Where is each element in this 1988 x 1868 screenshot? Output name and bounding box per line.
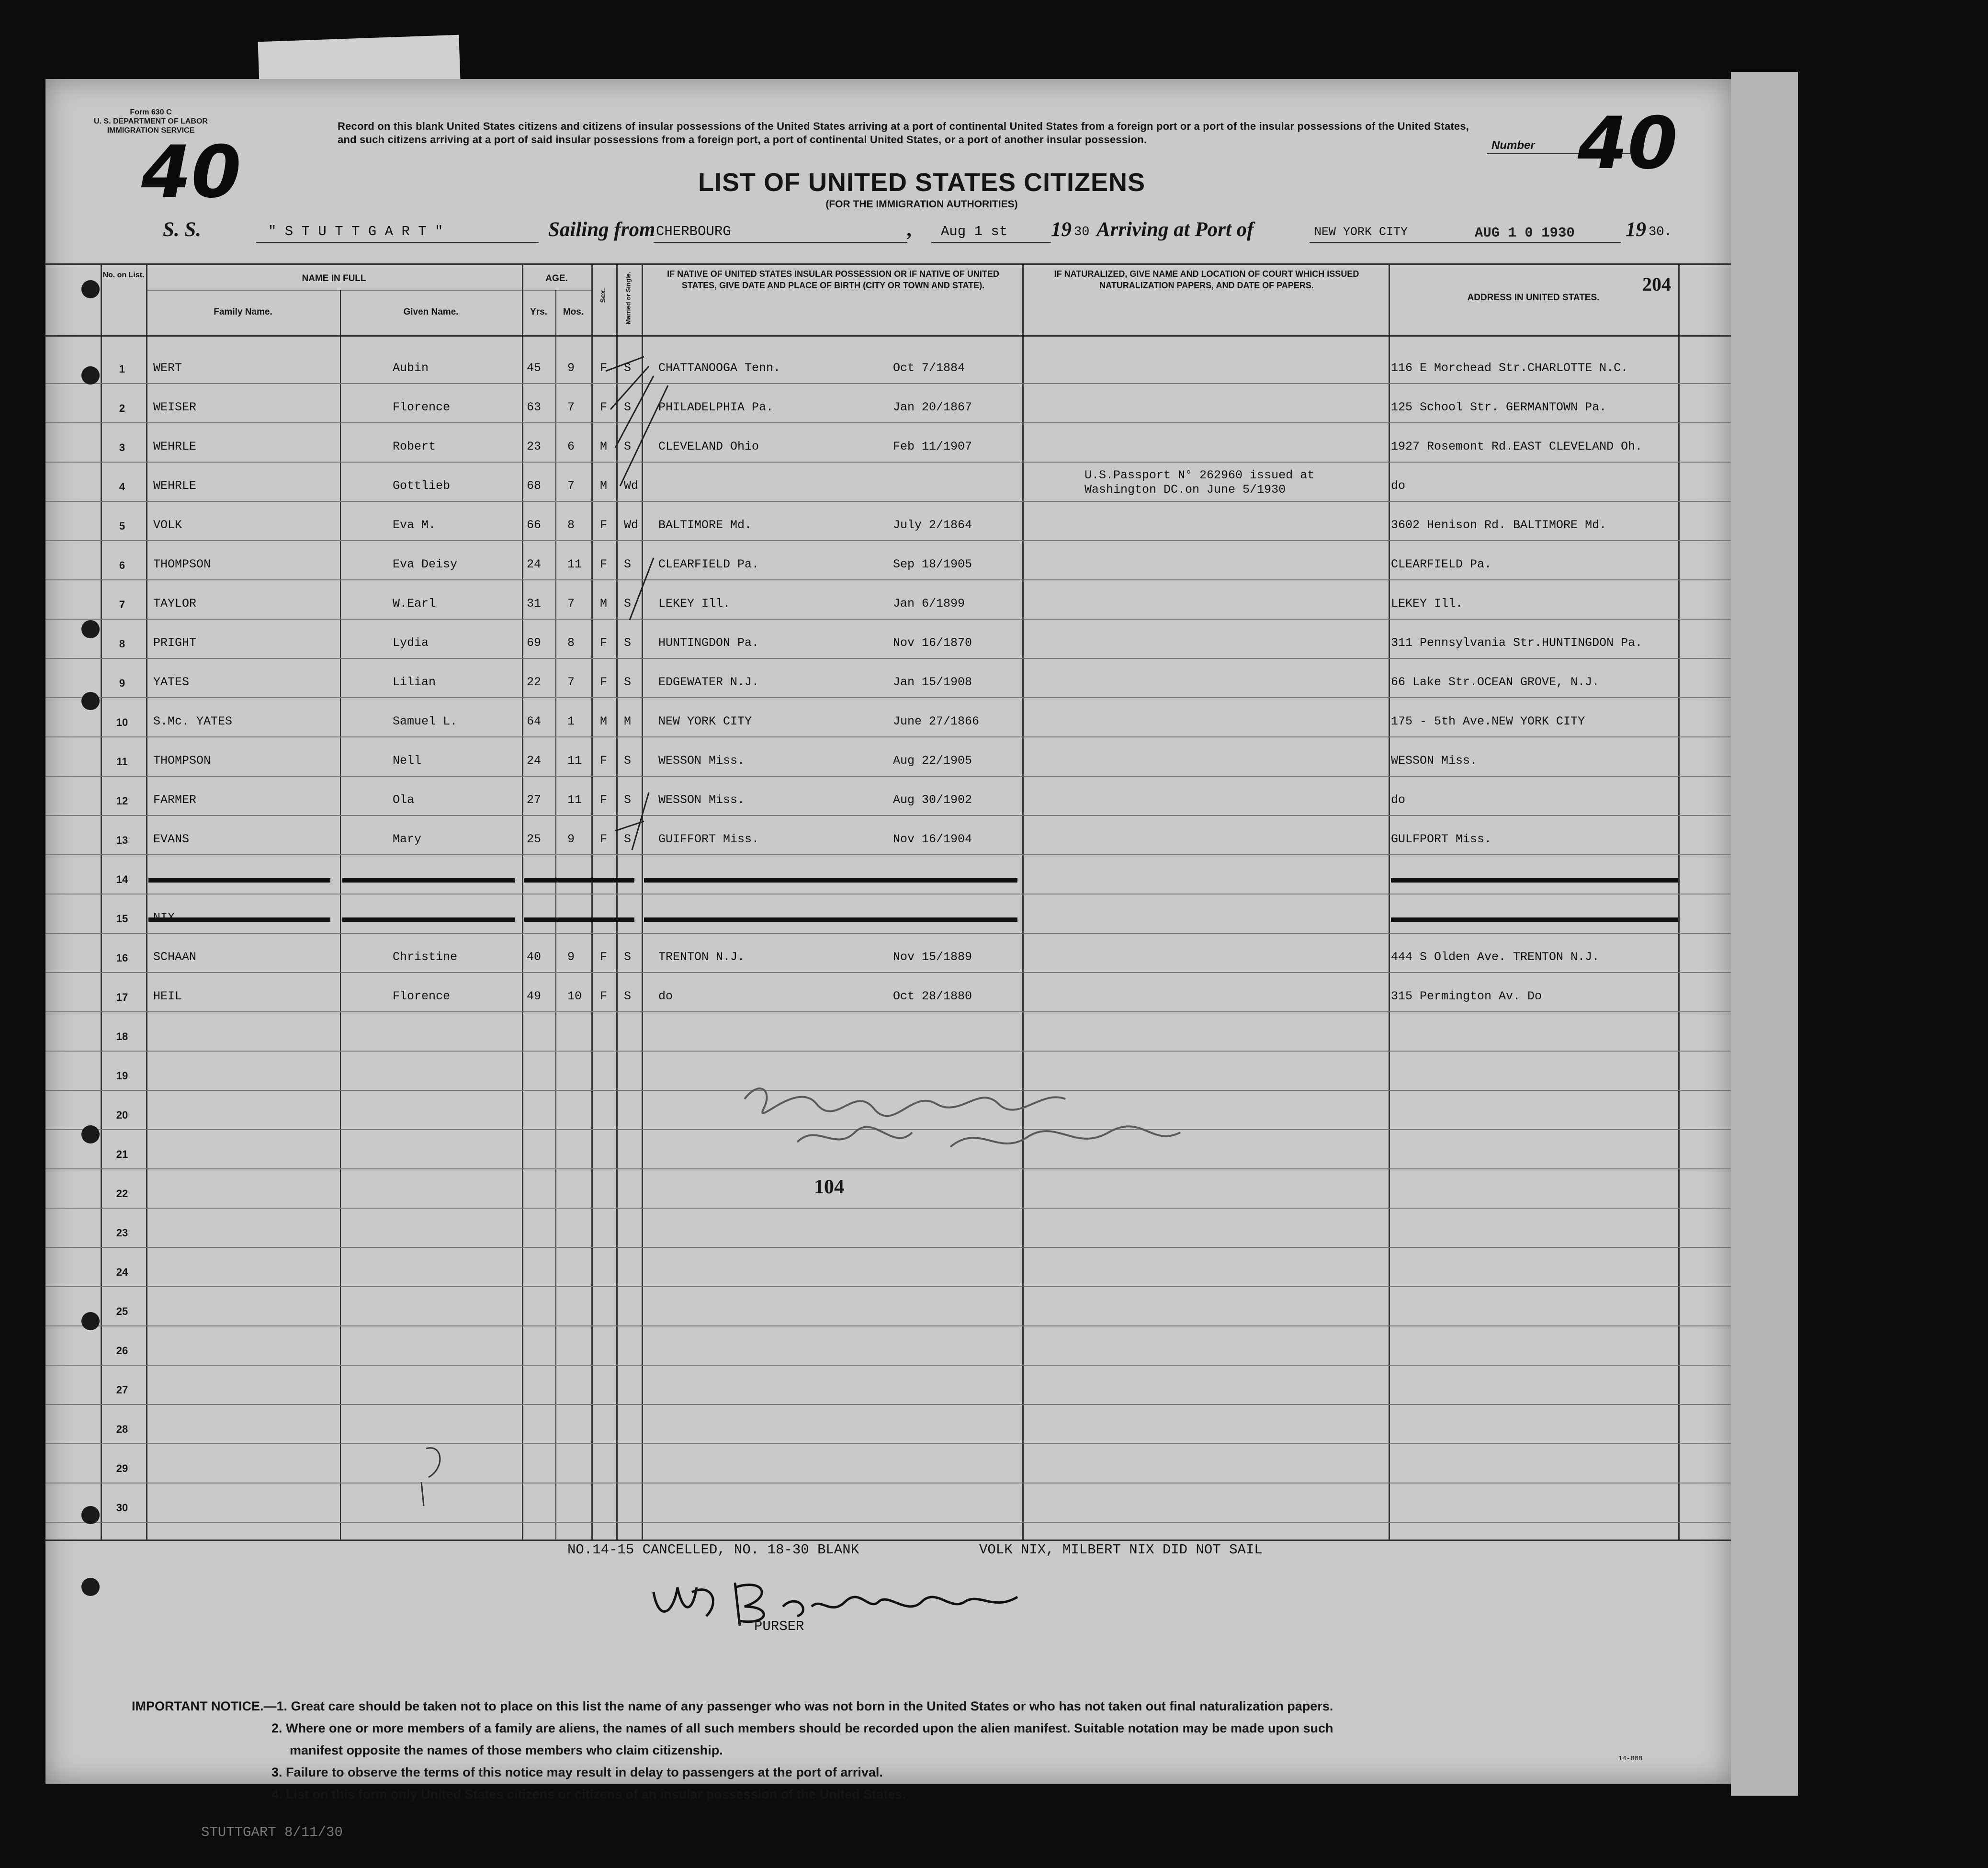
notice-item-1: 1. Great care should be taken not to place on this list the name of any passenger who was not born in the United States or who has not taken out final naturalization papers. — [276, 1699, 1333, 1713]
important-notice — [132, 1695, 1760, 1805]
notice-item-2-cont: manifest opposite the names of those members who claim citizenship. — [290, 1743, 723, 1757]
binder-hole — [81, 620, 100, 638]
row-rule — [45, 579, 1731, 580]
binder-hole — [81, 1578, 100, 1596]
cell-place: WESSON Miss. — [658, 754, 745, 768]
form-title: LIST OF UNITED STATES CITIZENS — [698, 168, 1145, 197]
row-number: 30 — [116, 1502, 128, 1514]
arriving-port: NEW YORK CITY — [1314, 225, 1408, 239]
row-number: 4 — [119, 481, 125, 493]
sailing-year: 30 — [1074, 225, 1090, 239]
row-rule — [45, 815, 1731, 816]
col-header-married: Married or Single. — [624, 272, 632, 325]
cell-given: Mary — [393, 832, 422, 846]
sailing-date: Aug 1 st — [941, 224, 1008, 239]
row-number: 17 — [116, 991, 128, 1003]
cell-address: 116 E Morchead Str.CHARLOTTE N.C. — [1391, 361, 1628, 375]
strike-out-mark — [148, 917, 330, 922]
cancelled-note: NO.14-15 CANCELLED, NO. 18-30 BLANK — [567, 1542, 859, 1558]
cell-date: Aug 30/1902 — [893, 793, 972, 807]
cell-yrs: 45 — [527, 361, 542, 375]
cell-given: Gottlieb — [393, 479, 451, 493]
cell-place: PHILADELPHIA Pa. — [658, 400, 774, 414]
binder-hole — [81, 1312, 100, 1330]
strike-out-mark — [1391, 917, 1678, 922]
row-rule — [45, 736, 1731, 737]
cell-sex: F — [600, 636, 608, 650]
cell-address: 3602 Henison Rd. BALTIMORE Md. — [1391, 518, 1607, 532]
row-number: 23 — [116, 1227, 128, 1239]
notice-item-3: 3. Failure to observe the terms of this notice may result in delay to passengers at the port of arrival. — [271, 1765, 883, 1779]
cell-place: WESSON Miss. — [658, 793, 745, 807]
cell-mos: 7 — [567, 675, 575, 689]
notice-line-1 — [132, 1695, 1760, 1717]
strike-out-mark — [148, 878, 330, 883]
strike-out-mark — [342, 878, 515, 883]
binder-hole — [81, 366, 100, 385]
row-rule — [45, 1365, 1731, 1366]
row-number: 15 — [116, 913, 128, 925]
cell-sex: F — [600, 793, 608, 807]
row-number: 27 — [116, 1384, 128, 1396]
cell-place: NEW YORK CITY — [658, 714, 752, 728]
row-rule — [45, 422, 1731, 423]
cell-date: Jan 6/1899 — [893, 597, 965, 611]
cell-ms: Wd — [624, 518, 639, 532]
row-rule — [45, 1443, 1731, 1444]
cell-family: WEISER — [153, 400, 197, 414]
notice-heading: IMPORTANT NOTICE.— — [132, 1699, 277, 1713]
header-subdivider — [146, 290, 591, 291]
cell-sex: M — [600, 440, 608, 453]
cell-mos: 6 — [567, 440, 575, 453]
cell-address: GULFPORT Miss. — [1391, 832, 1492, 846]
col-rule-9 — [1022, 263, 1024, 1540]
cell-mos: 7 — [567, 479, 575, 493]
row-number: 11 — [116, 756, 128, 768]
cell-given: Samuel L. — [393, 714, 458, 728]
row-number: 14 — [116, 873, 128, 885]
cell-mos: 11 — [567, 793, 582, 807]
manifest-sheet — [45, 79, 1731, 1801]
binder-hole — [81, 1506, 100, 1524]
cell-mos: 8 — [567, 518, 575, 532]
table-bottom-border — [45, 1540, 1731, 1541]
cell-ms: S — [624, 754, 632, 768]
cell-yrs: 69 — [527, 636, 542, 650]
col-rule-3 — [340, 290, 341, 1540]
cell-sex: F — [600, 400, 608, 414]
cell-mos: 9 — [567, 950, 575, 964]
col-rule-10 — [1389, 263, 1390, 1540]
row-number: 19 — [116, 1070, 128, 1082]
cell-yrs: 24 — [527, 557, 542, 571]
cell-place: LEKEY Ill. — [658, 597, 731, 611]
row-number: 3 — [119, 442, 125, 453]
row-number: 7 — [119, 599, 125, 611]
row-rule — [45, 1522, 1731, 1523]
cell-date: Nov 15/1889 — [893, 950, 972, 964]
cell-address: WESSON Miss. — [1391, 754, 1478, 768]
cell-ms: S — [624, 400, 632, 414]
cell-place: TRENTON N.J. — [658, 950, 745, 964]
row-number: 10 — [116, 716, 128, 728]
cell-place: BALTIMORE Md. — [658, 518, 752, 532]
row-rule — [45, 540, 1731, 541]
cell-place: GUIFFORT Miss. — [658, 832, 759, 846]
row-rule — [45, 933, 1731, 934]
col-header-no: No. on List. — [102, 271, 145, 279]
col-rule-5 — [555, 290, 556, 1540]
cell-ms: S — [624, 361, 632, 375]
row-number: 6 — [119, 559, 125, 571]
cell-place: HUNTINGDON Pa. — [658, 636, 759, 650]
notice-item-2: 2. Where one or more members of a family are aliens, the names of all such members should be recorded upon the alien manifest. Suitable notation may be made upon such — [271, 1721, 1333, 1735]
col-header-sex: Sex. — [599, 288, 607, 303]
cell-sex: F — [600, 832, 608, 846]
cell-mos: 11 — [567, 754, 582, 768]
cell-sex: M — [600, 479, 608, 493]
col-rule-4 — [522, 263, 523, 1540]
cell-yrs: 27 — [527, 793, 542, 807]
arrival-date-stamp: AUG 1 0 1930 — [1475, 225, 1575, 241]
col-rule-11 — [1678, 263, 1680, 1540]
row-number: 1 — [119, 363, 125, 375]
comma: , — [907, 218, 913, 241]
row-rule — [45, 501, 1731, 502]
row-number: 2 — [119, 402, 125, 414]
col-header-address: ADDRESS IN UNITED STATES. — [1467, 293, 1600, 303]
row-rule — [45, 658, 1731, 659]
cell-mos: 9 — [567, 361, 575, 375]
col-header-yrs: Yrs. — [530, 307, 547, 317]
cell-date: Nov 16/1870 — [893, 636, 972, 650]
cell-mos: 8 — [567, 636, 575, 650]
form-instructions: Record on this blank United States citizens and citizens of insular possessions of the United States arriving at a port of continental United States from a foreign port or a port of the insular possessions of the United States, and such citizens arriving at a port of said insular possessions from a foreign port, a port of continental United States, or a port of another insular possession. — [338, 120, 1469, 146]
cell-given: Robert — [393, 440, 436, 453]
cell-ms: M — [624, 714, 632, 728]
cell-family: THOMPSON — [153, 754, 211, 768]
cell-date: Feb 11/1907 — [893, 440, 972, 453]
row-rule — [45, 1051, 1731, 1052]
cell-family: PRIGHT — [153, 636, 197, 650]
sailing-port: CHERBOURG — [656, 224, 731, 239]
col-rule-2 — [146, 263, 147, 1540]
cell-ms: S — [624, 793, 632, 807]
arrival-year: 30. — [1649, 225, 1672, 239]
row-number: 24 — [116, 1266, 128, 1278]
row-number: 16 — [116, 952, 128, 964]
cell-date: Sep 18/1905 — [893, 557, 972, 571]
cell-yrs: 68 — [527, 479, 542, 493]
row-rule — [45, 1208, 1731, 1209]
row-number: 29 — [116, 1462, 128, 1474]
cell-address: 1927 Rosemont Rd.EAST CLEVELAND Oh. — [1391, 440, 1643, 453]
row-rule — [45, 1404, 1731, 1405]
cell-place: CLEVELAND Ohio — [658, 440, 759, 453]
row-number: 13 — [116, 834, 128, 846]
col-header-naturalized: IF NATURALIZED, GIVE NAME AND LOCATION OF COURT WHICH ISSUED NATURALIZATION PAPERS, AND DATE OF PAPERS. — [1054, 269, 1359, 290]
row-number: 28 — [116, 1423, 128, 1435]
cell-yrs: 66 — [527, 518, 542, 532]
cell-ms: S — [624, 557, 632, 571]
cell-given: Lilian — [393, 675, 436, 689]
cell-address: do — [1391, 479, 1406, 493]
cell-family: VOLK — [153, 518, 182, 532]
cell-yrs: 31 — [527, 597, 542, 611]
row-rule — [45, 1325, 1731, 1326]
row-rule — [45, 854, 1731, 855]
row-rule — [45, 462, 1731, 463]
cell-family: S.Mc. YATES — [153, 714, 233, 728]
cell-given: Lydia — [393, 636, 429, 650]
cell-yrs: 24 — [527, 754, 542, 768]
notice-item-4: 4. List on this form only United States citizens or citizens of an insular possession of the United States. — [271, 1787, 906, 1801]
cell-mos: 9 — [567, 832, 575, 846]
table-top-border — [45, 263, 1731, 265]
cell-family: WEHRLE — [153, 440, 197, 453]
cell-given: Nell — [393, 754, 422, 768]
row-rule — [45, 1011, 1731, 1012]
row-rule — [45, 776, 1731, 777]
cell-given: Eva Deisy — [393, 557, 458, 571]
row-number: 21 — [116, 1148, 128, 1160]
row-rule — [45, 619, 1731, 620]
arriving-label: Arriving at Port of — [1096, 218, 1254, 241]
col-header-family: Family Name. — [214, 307, 272, 317]
row-rule — [45, 1247, 1731, 1248]
cell-given: Christine — [393, 950, 458, 964]
cell-ms: S — [624, 597, 632, 611]
cell-mos: 7 — [567, 400, 575, 414]
col-header-name: NAME IN FULL — [302, 273, 366, 283]
purser-label: PURSER — [754, 1619, 804, 1634]
pencil-inspector-scrawl — [730, 1070, 1233, 1180]
cell-yrs: 23 — [527, 440, 542, 453]
cell-ms: S — [624, 950, 632, 964]
cell-family: HEIL — [153, 989, 182, 1003]
row-number: 25 — [116, 1305, 128, 1317]
did-not-sail-note: VOLK NIX, MILBERT NIX DID NOT SAIL — [979, 1542, 1263, 1558]
row-number: 26 — [116, 1345, 128, 1357]
strike-out-mark — [342, 917, 515, 922]
cell-mos: 7 — [567, 597, 575, 611]
col-header-mos: Mos. — [563, 307, 584, 317]
cell-address: 125 School Str. GERMANTOWN Pa. — [1391, 400, 1607, 414]
cell-sex: F — [600, 989, 608, 1003]
cell-place: CHATTANOOGA Tenn. — [658, 361, 781, 375]
cell-address: do — [1391, 793, 1406, 807]
row-number: 9 — [119, 677, 125, 689]
cell-date: Jan 15/1908 — [893, 675, 972, 689]
row-number: 12 — [116, 795, 128, 807]
cell-family: YATES — [153, 675, 190, 689]
cell-mos: 11 — [567, 557, 582, 571]
cell-ms: Wd — [624, 479, 639, 493]
service-name: IMMIGRATION SERVICE — [107, 126, 195, 135]
cell-mos: 1 — [567, 714, 575, 728]
cell-given: Aubin — [393, 361, 429, 375]
cell-sex: F — [600, 950, 608, 964]
row-rule — [45, 697, 1731, 698]
binder-hole — [81, 280, 100, 298]
cell-place: EDGEWATER N.J. — [658, 675, 759, 689]
cell-yrs: 40 — [527, 950, 542, 964]
cell-date: June 27/1866 — [893, 714, 980, 728]
row-number: 18 — [116, 1030, 128, 1042]
cell-sex: M — [600, 597, 608, 611]
number-label: Number — [1491, 139, 1535, 152]
passenger-table — [45, 79, 1731, 1784]
cell-sex: F — [600, 675, 608, 689]
cell-given: Florence — [393, 400, 451, 414]
cell-naturalization: Washington DC.on June 5/1930 — [1084, 483, 1286, 497]
cell-address: 66 Lake Str.OCEAN GROVE, N.J. — [1391, 675, 1600, 689]
cell-family: TAYLOR — [153, 597, 197, 611]
row-number: 5 — [119, 520, 125, 532]
cell-address: 311 Pennsylvania Str.HUNTINGDON Pa. — [1391, 636, 1643, 650]
cell-given: Eva M. — [393, 518, 436, 532]
handwritten-number: 40 — [1578, 102, 1678, 185]
col-header-birth: IF NATIVE OF UNITED STATES INSULAR POSSESSION OR IF NATIVE OF UNITED STATES, GIVE DATE AND PLACE OF BIRTH (CITY OR TOWN AND STATE). — [667, 269, 999, 290]
cell-address: CLEARFIELD Pa. — [1391, 557, 1492, 571]
cell-date: Nov 16/1904 — [893, 832, 972, 846]
row-rule — [45, 383, 1731, 384]
cell-sex: F — [600, 754, 608, 768]
col-rule-1 — [101, 263, 102, 1540]
cell-date: Oct 28/1880 — [893, 989, 972, 1003]
row-number: 8 — [119, 638, 125, 650]
header-bottom-border — [45, 335, 1731, 337]
binder-hole — [81, 692, 100, 710]
row-number: 22 — [116, 1188, 128, 1200]
stamp-code: 14-808 — [1618, 1755, 1643, 1763]
row-number: 20 — [116, 1109, 128, 1121]
cell-ms: S — [624, 832, 632, 846]
cell-yrs: 49 — [527, 989, 542, 1003]
cell-family: FARMER — [153, 793, 197, 807]
cell-family: EVANS — [153, 832, 190, 846]
col-header-given: Given Name. — [403, 307, 459, 317]
strike-out-mark — [893, 917, 1017, 922]
cell-given: Ola — [393, 793, 415, 807]
row-rule — [45, 972, 1731, 973]
cell-ms: S — [624, 675, 632, 689]
footer-typed-note: STUTTGART 8/11/30 — [201, 1824, 343, 1840]
cell-address: 315 Permington Av. Do — [1391, 989, 1542, 1003]
page-edge — [1731, 72, 1798, 1796]
cell-yrs: 63 — [527, 400, 542, 414]
cell-sex: F — [600, 518, 608, 532]
cell-place: CLEARFIELD Pa. — [658, 557, 759, 571]
cell-place: do — [658, 989, 673, 1003]
col-header-age: AGE. — [545, 273, 568, 283]
cell-ms: S — [624, 636, 632, 650]
year-prefix-2: 19 — [1626, 218, 1646, 241]
pencil-mark — [414, 1439, 452, 1511]
strike-out-mark — [893, 878, 1017, 883]
year-prefix: 19 — [1051, 218, 1072, 241]
strike-out-mark — [1391, 878, 1678, 883]
cell-sex: F — [600, 557, 608, 571]
handwritten-check-marks — [587, 352, 711, 1037]
row-rule — [45, 1286, 1731, 1287]
cell-family: WERT — [153, 361, 182, 375]
form-subtitle: (FOR THE IMMIGRATION AUTHORITIES) — [825, 199, 1018, 210]
cell-family: SCHAAN — [153, 950, 197, 964]
cell-yrs: 25 — [527, 832, 542, 846]
handwritten-mid-number: 104 — [814, 1176, 844, 1198]
cell-address: 444 S Olden Ave. TRENTON N.J. — [1391, 950, 1600, 964]
page-number: 204 — [1642, 273, 1671, 295]
cell-given: Florence — [393, 989, 451, 1003]
cell-given: W.Earl — [393, 597, 436, 611]
cell-family: WEHRLE — [153, 479, 197, 493]
handwritten-list-number: 40 — [141, 131, 241, 214]
cell-family: THOMPSON — [153, 557, 211, 571]
cell-ms: S — [624, 989, 632, 1003]
purser-signature — [639, 1563, 1032, 1630]
cell-address: LEKEY Ill. — [1391, 597, 1463, 611]
form-number: Form 630 C — [130, 108, 172, 116]
binder-hole — [81, 1125, 100, 1143]
cell-yrs: 64 — [527, 714, 542, 728]
cell-sex: F — [600, 361, 608, 375]
ship-name: " S T U T T G A R T " — [268, 224, 443, 239]
ship-label: S. S. — [163, 218, 202, 241]
cell-date: Aug 22/1905 — [893, 754, 972, 768]
cell-yrs: 22 — [527, 675, 542, 689]
cell-date: July 2/1864 — [893, 518, 972, 532]
cell-date: Oct 7/1884 — [893, 361, 965, 375]
cell-naturalization: U.S.Passport N° 262960 issued at — [1084, 468, 1315, 482]
cell-address: 175 - 5th Ave.NEW YORK CITY — [1391, 714, 1585, 728]
cell-sex: M — [600, 714, 608, 728]
department-name: U. S. DEPARTMENT OF LABOR — [94, 117, 208, 125]
cell-ms: S — [624, 440, 632, 453]
sailing-label: Sailing from — [548, 218, 655, 241]
cell-date: Jan 20/1867 — [893, 400, 972, 414]
cell-mos: 10 — [567, 989, 582, 1003]
